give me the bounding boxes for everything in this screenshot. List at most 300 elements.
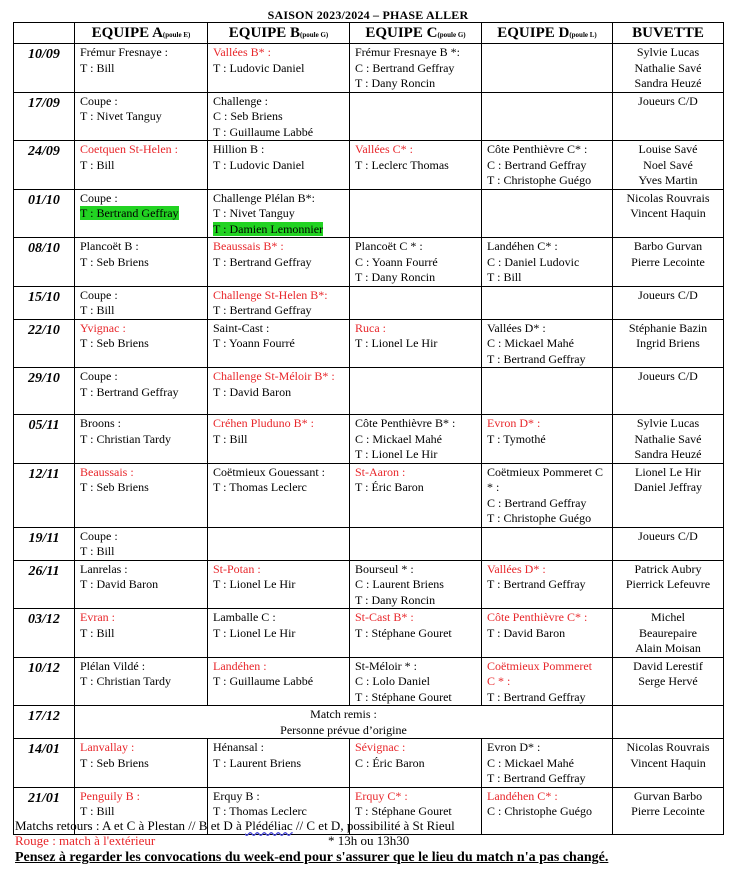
legend-rouge: Rouge : match à l'extérieur: [15, 833, 156, 848]
cell-equipe-d: [482, 141, 613, 190]
date-cell: 12/11: [14, 463, 75, 527]
cell-line-text: T : Stéphane Gouret: [355, 625, 452, 640]
cell-line-text: T : Bertrand Geffray: [487, 771, 586, 785]
season-title: SAISON 2023/2024 – PHASE ALLER: [267, 8, 469, 22]
cell-line-text: Challenge St-Helen B*:: [213, 287, 328, 302]
cell-line: [213, 191, 349, 207]
cell-line: [355, 76, 481, 92]
cell-line: [80, 158, 207, 174]
cell-line: [213, 626, 349, 642]
cell-line: [487, 610, 612, 626]
cell-line: [80, 465, 207, 481]
cell-line: [487, 255, 612, 271]
cell-line-text: T : Bertrand Geffray: [213, 254, 312, 269]
cell-line: [80, 142, 207, 158]
cell-line-text: Challenge :: [213, 93, 268, 108]
cell-line-text: T : Bill: [80, 544, 115, 558]
cell-line-text: Joueurs C/D: [638, 287, 698, 302]
cell-line: [487, 432, 612, 448]
cell-equipe-b: [208, 657, 350, 706]
schedule-row: [14, 739, 724, 788]
cell-line: [355, 447, 481, 463]
cell-line-text: Pierre Lecointe: [631, 254, 705, 269]
cell-line: [355, 321, 481, 337]
cell-line: [613, 529, 723, 545]
cell-equipe-d: [482, 415, 613, 464]
date-cell: 19/11: [14, 527, 75, 560]
cell-line-text: T : Nivet Tanguy: [80, 109, 162, 123]
cell-line: [80, 94, 207, 110]
cell-line-text: Lionel Le Hir: [635, 464, 701, 479]
cell-equipe-a: [75, 609, 208, 658]
cell-line: [613, 480, 723, 496]
corner-header: [14, 23, 75, 44]
footer-legend: [15, 833, 725, 848]
cell-equipe-c: [350, 238, 482, 287]
date-cell: 05/11: [14, 415, 75, 464]
cell-line: [213, 369, 349, 385]
cell-line: [213, 336, 349, 352]
cell-line: [613, 94, 723, 110]
cell-line: [355, 690, 481, 706]
cell-line: [355, 416, 481, 432]
cell-equipe-d: [482, 560, 613, 609]
cell-line: [80, 385, 207, 401]
cell-line: [487, 480, 612, 496]
cell-line-text: T : Seb Briens: [80, 254, 149, 269]
cell-line-text: T : Ludovic Daniel: [213, 157, 305, 172]
cell-line: [355, 610, 481, 626]
cell-line: [213, 222, 349, 238]
cell-line: [80, 659, 207, 675]
cell-line: [213, 659, 349, 675]
cell-line: [213, 480, 349, 496]
cell-line: [613, 562, 723, 578]
cell-equipe-c: [350, 189, 482, 238]
cell-buvette: [613, 368, 724, 415]
cell-line-text: T : Laurent Briens: [213, 755, 302, 770]
cell-line: [613, 76, 723, 92]
cell-equipe-b: [208, 44, 350, 93]
cell-line-text: * :: [487, 480, 500, 494]
cell-line-text: Louise Savé: [638, 142, 698, 156]
cell-line-text: Coupe :: [80, 93, 118, 108]
cell-line-text: Yves Martin: [638, 173, 698, 187]
cell-line-text: T : Yoann Fourré: [213, 336, 295, 350]
cell-line: [487, 562, 612, 578]
cell-line: [613, 61, 723, 77]
schedule-row: [14, 189, 724, 238]
cell-line: [487, 465, 612, 481]
cell-line-text: Coupe :: [80, 287, 118, 302]
cell-line-text: Sandra Heuzé: [634, 447, 702, 461]
cell-line: [487, 173, 612, 189]
date-cell: 10/12: [14, 657, 75, 706]
cell-line-text: C : Mickael Mahé: [355, 431, 442, 446]
header-row: [14, 23, 724, 44]
schedule-row: [14, 463, 724, 527]
cell-line: [80, 369, 207, 385]
cell-line: [213, 416, 349, 432]
cell-line-text: Michel: [651, 610, 685, 624]
cell-line-text: C : Bertrand Geffray: [487, 495, 587, 510]
cell-line-text: Frémur Fresnaye :: [80, 45, 168, 59]
footer: [15, 818, 725, 865]
cell-line: [355, 593, 481, 609]
footer-warning: Pensez à regarder les convocations du week-end pour s'assurer que le lieu du match n'a pas changé.: [15, 850, 609, 865]
cell-line: [613, 659, 723, 675]
cell-line-text: Coupe :: [80, 190, 118, 205]
cell-line-text: Beaussais B* :: [213, 239, 284, 253]
cell-line: [213, 45, 349, 61]
cell-buvette: [613, 463, 724, 527]
cell-line-text: Coupe :: [80, 369, 118, 383]
cell-line: [80, 336, 207, 352]
cell-equipe-b: [208, 463, 350, 527]
cell-line-text: Hénansal :: [213, 740, 264, 754]
date-cell: 29/10: [14, 368, 75, 415]
cell-line-text: Joueurs C/D: [638, 369, 698, 383]
cell-line-text: Coëtmieux Pommeret C: [487, 464, 603, 479]
cell-equipe-c: [350, 463, 482, 527]
cell-line: [487, 321, 612, 337]
cell-line: [613, 465, 723, 481]
cell-line-text: St-Aaron :: [355, 464, 406, 479]
cell-equipe-d: [482, 463, 613, 527]
cell-line: [613, 789, 723, 805]
cell-line-text: Penguily B :: [80, 788, 141, 803]
cell-line-text: T : Nivet Tanguy: [213, 206, 295, 220]
date-cell: 01/10: [14, 189, 75, 238]
cell-equipe-a: [75, 44, 208, 93]
legend-time-note: * 13h ou 13h30: [328, 833, 410, 848]
cell-line-text: T : David Baron: [487, 625, 566, 640]
cell-line-text: Plélan Vildé :: [80, 658, 146, 673]
cell-equipe-d: [482, 189, 613, 238]
cell-line-text: T : Guillaume Labbé: [213, 674, 314, 688]
cell-line-text: St-Méloir * :: [355, 658, 417, 673]
cell-line: [213, 142, 349, 158]
cell-line-text: T : Lionel Le Hir: [355, 447, 438, 461]
cell-line-text: Barbo Gurvan: [633, 239, 703, 253]
cell-line: [487, 690, 612, 706]
retours-text: Matchs retours : A et C à Plestan // B et D à: [15, 818, 245, 833]
date-cell: 21/01: [14, 787, 75, 834]
cell-equipe-d: [482, 44, 613, 93]
cell-line-text: T : David Baron: [213, 384, 292, 399]
cell-line: [213, 577, 349, 593]
cell-line-text: T : Bill: [80, 303, 115, 317]
cell-line: [80, 321, 207, 337]
cell-line-text: Lamballe C :: [213, 610, 276, 624]
cell-equipe-c: [350, 319, 482, 368]
date-cell: 17/12: [14, 706, 75, 739]
cell-line: [80, 239, 207, 255]
cell-line-text: Sylvie Lucas: [636, 416, 700, 430]
cell-equipe-c: [350, 657, 482, 706]
cell-line-text: Bourseul * :: [355, 561, 414, 576]
cell-equipe-b: [208, 527, 350, 560]
cell-line: [487, 270, 612, 286]
cell-line-text: Daniel Jeffray: [633, 480, 703, 494]
cell-line: [213, 385, 349, 401]
cell-line: [613, 416, 723, 432]
cell-line-text: T : Bertrand Geffray: [487, 577, 586, 591]
cell-line-text: T : Bill: [487, 270, 522, 284]
cell-line-text: C : Laurent Briens: [355, 577, 444, 591]
cell-line-text: T : Bertrand Geffray: [80, 206, 179, 220]
cell-line: [487, 789, 612, 805]
cell-line-text: Erquy C* :: [355, 788, 408, 803]
cell-line-text: T : Bertrand Geffray: [80, 384, 179, 399]
cell-line: [80, 789, 207, 805]
cell-line: [213, 610, 349, 626]
cell-line: [80, 191, 207, 207]
cell-line: [613, 577, 723, 593]
date-cell: 03/12: [14, 609, 75, 658]
cell-line: [613, 288, 723, 304]
cell-equipe-c: [350, 415, 482, 464]
cell-line-text: Stéphanie Bazin: [628, 320, 708, 335]
cell-line: [355, 577, 481, 593]
cell-line-text: Broons :: [80, 416, 122, 430]
cell-line-text: Personne prévue d’origine: [280, 722, 407, 737]
cell-line: [613, 674, 723, 690]
schedule-row: [14, 141, 724, 190]
cell-line-text: C : Mickael Mahé: [487, 336, 574, 350]
schedule-row: [14, 609, 724, 658]
cell-equipe-d: [482, 527, 613, 560]
cell-line: [80, 416, 207, 432]
cell-line: [80, 288, 207, 304]
cell-line-text: Joueurs C/D: [638, 528, 698, 543]
cell-line-text: T : Seb Briens: [80, 480, 149, 494]
cell-line: [213, 674, 349, 690]
cell-line: [213, 562, 349, 578]
cell-line: [487, 626, 612, 642]
cell-line: [487, 336, 612, 352]
cell-line: [80, 45, 207, 61]
cell-line: [213, 303, 349, 319]
cell-line-text: T : Stéphane Gouret: [355, 689, 452, 704]
cell-buvette: [613, 44, 724, 93]
cell-equipe-d: [482, 238, 613, 287]
schedule-row: [14, 527, 724, 560]
cell-line: [613, 191, 723, 207]
date-cell: 26/11: [14, 560, 75, 609]
cell-equipe-a: [75, 319, 208, 368]
cell-line-text: Côte Penthièvre B* :: [355, 416, 456, 430]
cell-line-text: Vallées D* :: [487, 561, 546, 576]
cell-line: [213, 158, 349, 174]
cell-equipe-a: [75, 286, 208, 319]
cell-line: [487, 756, 612, 772]
cell-line: [355, 465, 481, 481]
cell-equipe-d: [482, 657, 613, 706]
cell-equipe-a: [75, 739, 208, 788]
cell-line-text: Coupe :: [80, 528, 118, 543]
cell-equipe-c: [350, 286, 482, 319]
cell-line-text: Saint-Cast :: [213, 320, 270, 335]
cell-line-text: C * :: [487, 674, 511, 688]
cell-line-text: Hillion B :: [213, 142, 265, 156]
cell-line: [613, 321, 723, 337]
cell-line-text: T : Thomas Leclerc: [213, 804, 307, 818]
cell-line-text: C : Seb Briens: [213, 109, 283, 123]
cell-line: [487, 239, 612, 255]
cell-line-text: T : Ludovic Daniel: [213, 60, 305, 75]
cell-line: [613, 447, 723, 463]
cell-line-text: T : Bertrand Geffray: [487, 689, 586, 704]
cell-line-text: T : Christian Tardy: [80, 431, 172, 446]
cell-line-text: Vallées D* :: [487, 320, 546, 335]
cell-line: [613, 641, 723, 657]
cell-line: [80, 255, 207, 271]
cell-equipe-a: [75, 238, 208, 287]
cell-line-text: T : Seb Briens: [80, 755, 149, 770]
cell-line-text: Evron D* :: [487, 416, 541, 430]
cell-equipe-a: [75, 92, 208, 141]
cell-line: [80, 562, 207, 578]
cell-equipe-c: [350, 44, 482, 93]
cell-equipe-d: [482, 319, 613, 368]
schedule-row: [14, 286, 724, 319]
cell-equipe-d: [482, 286, 613, 319]
cell-line: [487, 416, 612, 432]
date-cell: 22/10: [14, 319, 75, 368]
cell-line: [613, 239, 723, 255]
cell-line: [613, 432, 723, 448]
cell-line-text: Beaussais :: [80, 464, 134, 479]
cell-line: [355, 626, 481, 642]
cell-line: [613, 626, 723, 642]
cell-equipe-c: [350, 560, 482, 609]
cell-line-text: C : Bertrand Geffray: [487, 157, 587, 172]
cell-line: [355, 432, 481, 448]
cell-line: [213, 465, 349, 481]
cell-line: [613, 158, 723, 174]
schedule-table: [13, 22, 724, 835]
cell-line: [355, 659, 481, 675]
cell-line: [613, 336, 723, 352]
cell-equipe-a: [75, 560, 208, 609]
match-remis-cell: [75, 706, 613, 739]
cell-line-text: Noel Savé: [643, 157, 693, 172]
cell-line: [613, 610, 723, 626]
cell-line: [213, 125, 349, 141]
header-equipe-b: EQUIPE B(poule G): [208, 23, 350, 44]
cell-equipe-a: [75, 527, 208, 560]
cell-line: [355, 255, 481, 271]
cell-line: [213, 789, 349, 805]
cell-line-text: T : Bertrand Geffray: [487, 351, 586, 366]
schedule-row: [14, 368, 724, 415]
cell-line: [213, 756, 349, 772]
cell-line-text: Nathalie Savé: [634, 60, 702, 75]
cell-line-text: Challenge St-Méloir B* :: [213, 369, 335, 383]
cell-equipe-b: [208, 415, 350, 464]
cell-line-text: T : Éric Baron: [355, 480, 424, 494]
cell-line-text: Vallées C* :: [355, 142, 413, 156]
cell-line-text: Coetquen St-Helen :: [80, 142, 178, 156]
cell-line: [355, 674, 481, 690]
cell-line: [355, 480, 481, 496]
date-cell: 10/09: [14, 44, 75, 93]
schedule-row: [14, 560, 724, 609]
cell-line-text: Evran :: [80, 610, 115, 624]
cell-line: [75, 723, 612, 739]
schedule-row: [14, 657, 724, 706]
cell-line: [355, 562, 481, 578]
cell-line-text: T : Christian Tardy: [80, 674, 172, 688]
cell-line-text: David Lerestif: [633, 658, 703, 673]
cell-line-text: Match remis :: [310, 707, 377, 721]
cell-line: [355, 740, 481, 756]
cell-buvette: [613, 706, 724, 739]
cell-line-text: Nathalie Savé: [634, 431, 702, 446]
cell-line-text: C : Yoann Fourré: [355, 254, 438, 269]
date-cell: 14/01: [14, 739, 75, 788]
cell-line-text: Erquy B :: [213, 788, 260, 803]
cell-equipe-c: [350, 609, 482, 658]
cell-buvette: [613, 189, 724, 238]
cell-equipe-d: [482, 609, 613, 658]
cell-line: [80, 480, 207, 496]
cell-line-text: Sévignac :: [355, 740, 406, 754]
cell-equipe-a: [75, 415, 208, 464]
footer-retours: [15, 818, 725, 833]
schedule-row: [14, 706, 724, 739]
cell-line-text: T : Dany Roncin: [355, 76, 436, 90]
cell-line-text: Landéhen C* :: [487, 239, 558, 253]
cell-line-text: T : Bill: [80, 625, 115, 640]
cell-line-text: T : Bill: [80, 60, 115, 75]
cell-equipe-b: [208, 609, 350, 658]
cell-line: [80, 756, 207, 772]
cell-line: [355, 142, 481, 158]
cell-line: [213, 740, 349, 756]
cell-line-text: T : Lionel Le Hir: [213, 577, 296, 591]
cell-line-text: Beaurepaire: [639, 625, 697, 640]
cell-equipe-b: [208, 141, 350, 190]
cell-line: [213, 321, 349, 337]
cell-line-text: T : Christophe Guégo: [487, 173, 592, 187]
cell-line-text: Créhen Pluduno B* :: [213, 416, 314, 430]
cell-line-text: Coëtmieux Gouessant :: [213, 464, 325, 479]
cell-equipe-a: [75, 657, 208, 706]
cell-line: [75, 707, 612, 723]
cell-line: [613, 142, 723, 158]
cell-line: [355, 336, 481, 352]
cell-line-text: Patrick Aubry: [634, 561, 702, 576]
schedule-row: [14, 44, 724, 93]
cell-line: [213, 61, 349, 77]
cell-line-text: Ruca :: [355, 320, 386, 335]
cell-line-text: Yvignac :: [80, 320, 126, 335]
cell-line-text: T : Bertrand Geffray: [213, 303, 312, 317]
cell-line-text: C : Christophe Guégo: [487, 804, 592, 818]
cell-line-text: T : Lionel Le Hir: [355, 336, 438, 350]
cell-line-text: Vincent Haquin: [630, 755, 706, 770]
cell-equipe-c: [350, 141, 482, 190]
cell-line: [355, 61, 481, 77]
date-cell: 15/10: [14, 286, 75, 319]
cell-line-text: Coëtmieux Pommeret: [487, 658, 592, 673]
cell-line: [487, 674, 612, 690]
cell-line: [80, 577, 207, 593]
cell-line: [487, 511, 612, 527]
cell-buvette: [613, 657, 724, 706]
